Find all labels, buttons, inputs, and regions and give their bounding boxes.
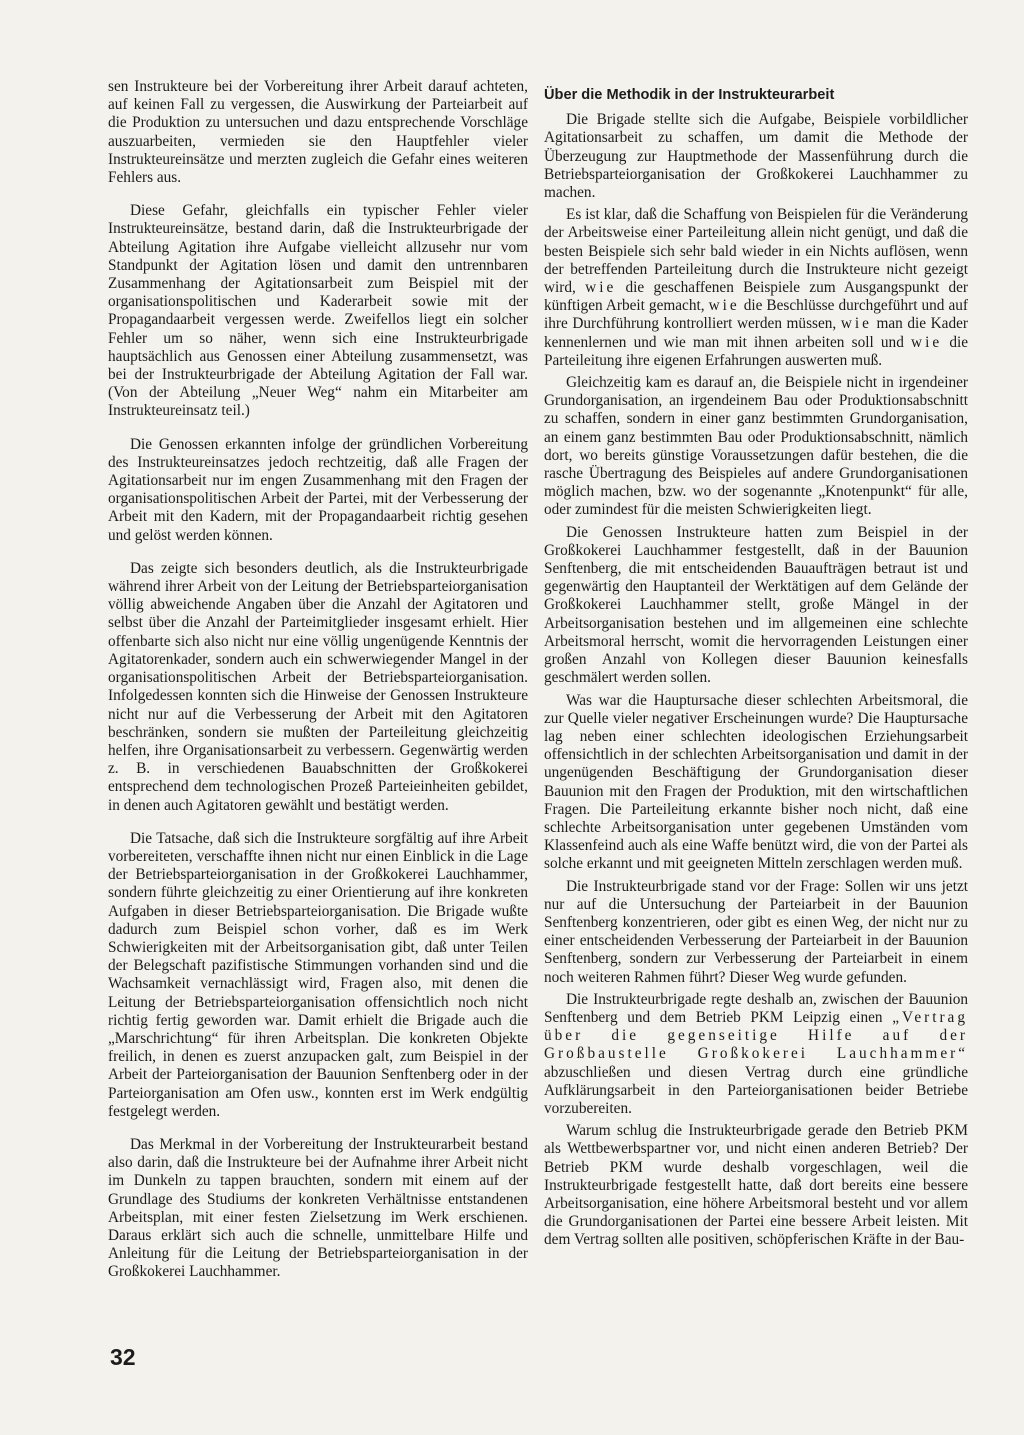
paragraph: Warum schlug die Instrukteurbrigade gerade den Betrieb PKM als Wettbewerbspartner vor, und nicht einen anderen Betrieb? Der Betrieb PKM wurde deshalb vorgeschlagen, weil die Instrukteurbrigade festgestellt hatte, daß dort bereits eine bessere Arbeitsorganisation, eine höhere Arbeitsmoral besteht und vor allem die Grundorganisationen der Partei eine bessere Arbeit leisten. Mit dem Vertrag sollten alle positiven, schöpferischen Kräfte in der Bau- <box>544 1122 968 1249</box>
paragraph: sen Instrukteure bei der Vorbereitung ihrer Arbeit darauf achteten, auf keinen Fall zu vergessen, die Auswirkung der Parteiarbeit auf die Produktion zu untersuchen und dazu entsprechende Vorschläge auszuarbeiten, vermieden sie den Hauptfehler vieler Instrukteureinsätze und merzten zugleich die Gefahr eines weiteren Fehlers aus. <box>108 78 528 187</box>
paragraph: Gleichzeitig kam es darauf an, die Beispiele nicht in irgendeiner Grundorganisation, an irgendeinem Bau oder Produktionsabschnitt zu schaffen, sondern in einer ganz bestimmten Grundorganisation, an einem ganz bestimmten Bau oder Produktionsabschnitt, nämlich dort, wo bereits günstige Voraussetzungen dafür bestehen, die die rasche Übertragung des Beispieles auf andere Grundorganisationen möglich machen, bzw. wo der sogenannte „Knotenpunkt“ für alle, oder zumindest für die meisten Schwierigkeiten liegt. <box>544 374 968 519</box>
left-column <box>108 78 528 1297</box>
paragraph <box>544 991 968 1118</box>
paragraph: Das zeigte sich besonders deutlich, als die Instrukteurbrigade während ihrer Arbeit von der Leitung der Betriebsparteiorganisation völlig abweichende Angaben über die Anzahl der Agitatoren und selbst über die Anzahl der Parteimitglieder insgesamt erhielt. Hier offenbarte sich also nicht nur eine völlig ungenügende Kenntnis der Agitatorenkader, sondern auch ein schwerwiegender Mangel in der organisationspolitischen Arbeit der Betriebsparteiorganisation. Infolgedessen konnten sich die Hinweise der Genossen Instrukteure nicht nur auf die Verbesserung der Arbeit mit den Agitatoren beschränken, sondern sie mußten der Parteileitung gleichzeitig helfen, ihre Organisationsarbeit zu verbessern. Gegenwärtig werden z. B. in verschiedenen Bauabschnitten der Großkokerei entsprechend dem technologischen Prozeß Parteieinheiten gebildet, in denen auch Agitatoren gewählt und bestätigt werden. <box>108 559 528 814</box>
text-run: die geschaffenen Beispiele zum Ausgangspunkt der künftigen Arbeit gemacht, <box>544 279 969 315</box>
text-run: abzuschließen und diesen Vertrag durch eine gründliche Aufklärungsarbeit in den Parteiorganisationen beider Betriebe vorzubereiten. <box>544 1063 968 1117</box>
page-number: 32 <box>110 1344 136 1370</box>
text-run: Es ist klar, daß die Schaffung von Beispielen für die Veränderung der Arbeitsweise einer Parteileitung allein nicht genügt, und daß die besten Beispiele sich sehr bald wieder in ein Nichts auflösen, wenn der betreffenden Parteileitung durch die Instrukteure nicht gezeigt wird, <box>544 206 968 297</box>
text-run: die Beschlüsse durchgeführt und auf ihre Durchführung kontrolliert werden müssen, <box>544 297 968 333</box>
paragraph: Das Merkmal in der Vorbereitung der Instrukteurarbeit bestand also darin, daß die Instrukteure bei der Aufnahme ihrer Arbeit nicht im Dunkeln zu tappen brauchten, sondern mit einem auf der Grundlage des Studiums der konkreten Verhältnisse entstandenen Arbeitsplan, mit einer festen Zielsetzung im Werk erschienen. Daraus erklärt sich auch die schnelle, unmittelbare Hilfe und Anleitung für die Leitung der Betriebsparteiorganisation in der Großkokerei Lauchhammer. <box>108 1135 528 1281</box>
text-run: Die Instrukteurbrigade regte deshalb an, zwischen der Bauunion Senftenberg und dem Betrieb PKM Leipzig einen <box>544 990 968 1026</box>
right-column <box>544 78 968 1254</box>
paragraph: Die Genossen Instrukteure hatten zum Beispiel in der Großkokerei Lauchhammer festgestellt, daß in der Bauunion Senftenberg, die mit entscheidenden Bauaufträgen betraut ist und gegenwärtig den Hauptanteil der Werktätigen auf dem Gelände der Großkokerei Lauchhammer stellt, große Mängel in der Arbeitsorganisation bestehen und im allgemeinen eine schlechte Arbeitsmoral herrscht, womit die hervorragenden Leistungen einer großen Anzahl von Kollegen dieser Bauunion keinesfalls geschmälert werden sollen. <box>544 523 968 687</box>
emphasis-wie: wie <box>840 315 872 333</box>
paragraph: Diese Gefahr, gleichfalls ein typischer Fehler vieler Instrukteureinsätze, bestand darin, daß die Instrukteurbrigade der Abteilung Agitation ihre Aufgabe vielleicht allzusehr nur vom Standpunkt der Agitation lösen und damit den untrennbaren Zusammenhang der Agitationsarbeit zum Beispiel mit der organisationspolitischen und Kaderarbeit sowie mit der Propagandaarbeit vergessen werde. Zweifellos liegt ein solcher Fehler um so näher, wenn sich eine Instrukteurbrigade hauptsächlich aus Genossen einer Abteilung zusammensetzt, was bei der Instrukteurbrigade der Abteilung Agitation der Fall war. (Von der Abteilung „Neuer Weg“ nahm ein Mitarbeiter am Instrukteureinsatz teil.) <box>108 202 528 420</box>
paragraph: Was war die Hauptursache dieser schlechten Arbeitsmoral, die zur Quelle vieler negativer Erscheinungen wurde? Die Hauptursache lag neben einer schlechten ideologischen Erziehungsarbeit offensichtlich in der schlechten Arbeitsorganisation und damit in der ungenügenden Beschäftigung der Grundorganisation dieser Bauunion mit den Fragen der Produktion, mit den wirtschaftlichen Fragen. Die Parteileitung erkannte bisher noch nicht, daß eine schlechte Arbeitsorganisation unter gegebenen Umständen vom Klassenfeind auch als eine Waffe benützt wird, die von der Partei als solche erkannt und mit geeigneten Mitteln zerschlagen werden muß. <box>544 691 968 873</box>
emphasis-wie: wie <box>911 333 943 351</box>
section-heading: Über die Methodik in der Instrukteurarbeit <box>544 87 835 103</box>
paragraph: Die Tatsache, daß sich die Instrukteure sorgfältig auf ihre Arbeit vorbereiteten, verschaffte ihnen nicht nur einen Einblick in die Lage der Betriebsparteiorganisation in der Großkokerei Lauchhammer, sondern führte gleichzeitig zu einer Orientierung auf ihre konkreten Aufgaben in dieser Betriebsparteiorganisation. Die Brigade wußte dadurch zum Beispiel schon vorher, daß es im Werk Schwierigkeiten mit der Arbeitsorganisation gibt, daß unter Teilen der Belegschaft pazifistische Stimmungen vorhanden sind und die Wachsamkeit vernachlässigt wird, Fragen also, mit denen die Leitung der Betriebsparteiorganisation offensichtlich noch nicht richtig fertig geworden war. Damit erhielt die Brigade auch die „Marschrichtung“ für ihren Arbeitsplan. Die konkreten Objekte freilich, in denen es zuerst anzupacken galt, zum Beispiel in der Arbeit der Parteiorganisation der Bauunion Senftenberg oder in der Parteiorganisation am Ofen usw., konnten erst im Werk endgültig festgelegt werden. <box>108 829 528 1120</box>
paragraph: Die Instrukteurbrigade stand vor der Frage: Sollen wir uns jetzt nur auf die Untersuchung der Parteiarbeit in der Bauunion Senftenberg konzentrieren, oder gibt es einen Weg, der nicht nur zu einer entscheidenden Verbesserung der Parteiarbeit in der Bauunion Senftenberg, sondern zur Verbesserung der Parteiarbeit in einem noch weiteren Rahmen führt? Dieser Weg wurde gefunden. <box>544 877 968 986</box>
text-run: die Parteileitung ihre eigenen Erfahrungen auswerten muß. <box>544 333 969 369</box>
emphasis-wie: wie <box>708 297 740 315</box>
text-run: man die Kader kennenlernen und wie man mit ihnen arbeiten soll und <box>544 315 968 351</box>
paragraph: Die Genossen erkannten infolge der gründlichen Vorbereitung des Instrukteureinsatzes jedoch rechtzeitig, daß alle Fragen der Agitationsarbeit nur im engen Zusammenhang mit den Fragen der organisationspolitischen Arbeit der Partei, mit der Verbesserung der Arbeit mit den Kadern, mit der Propagandaarbeit richtig gesehen und gelöst werden können. <box>108 435 528 544</box>
emphasis-wie: wie <box>585 279 617 297</box>
contract-title: „Vertrag über die gegenseitige Hilfe auf der Großbaustelle Großkokerei Lauchhammer“ <box>544 1008 968 1063</box>
paragraph: Die Brigade stellte sich die Aufgabe, Beispiele vorbildlicher Agitationsarbeit zu schaffen, um damit die Methode der Überzeugung zur Hauptmethode der Massenführung durch die Betriebsparteiorganisation der Großkokerei Lauchhammer zu machen. <box>544 111 968 202</box>
paragraph <box>544 206 968 370</box>
